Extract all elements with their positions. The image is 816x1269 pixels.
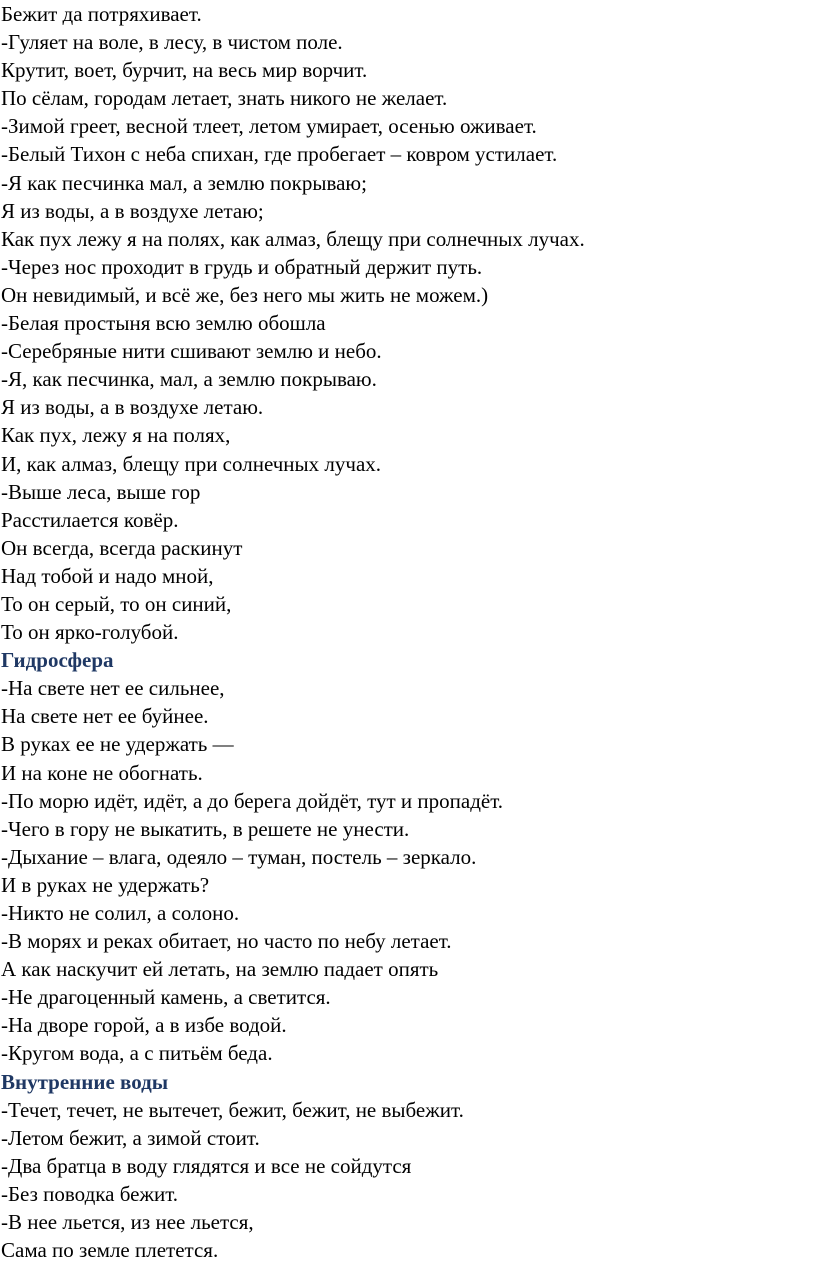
text-line: -Не драгоценный камень, а светится. (1, 985, 331, 1010)
text-line: -Без поводка бежит. (1, 1181, 179, 1206)
text-line: -Кругом вода, а с питьём беда. (1, 1041, 273, 1066)
text-line: Крутит, воет, бурчит, на весь мир ворчит. (1, 58, 368, 83)
text-line: -В нее льется, из нее льется, (1, 1210, 254, 1235)
text-line: В руках ее не удержать — (1, 732, 234, 757)
text-line: Он невидимый, и всё же, без него мы жить не можем.) (1, 282, 489, 307)
text-line: -По морю идёт, идёт, а до берега дойдёт, тут и пропадёт. (1, 788, 504, 813)
text-line: Бежит да потряхивает. (1, 2, 202, 26)
text-line: -Я, как песчинка, мал, а землю покрываю. (1, 367, 377, 392)
text-line: Сама по земле плетется. (1, 1238, 219, 1263)
text-line: Над тобой и надо мной, (1, 563, 214, 588)
text-line: -Белый Тихон с неба спихан, где пробегает – ковром устилает. (1, 142, 558, 167)
text-line: А как наскучит ей летать, на землю падает опять (1, 957, 439, 982)
text-line: -Через нос проходит в грудь и обратный держит путь. (1, 254, 483, 279)
text-line: То он серый, то он синий, (1, 591, 232, 616)
text-line: Он всегда, всегда раскинут (1, 535, 243, 560)
text-line: -Чего в гору не выкатить, в решете не унести. (1, 816, 410, 841)
text-line: И в руках не удержать? (1, 872, 210, 897)
section-heading: Гидросфера (1, 648, 114, 673)
text-line: -Белая простыня всю землю обошла (1, 311, 326, 336)
text-line: -Зимой греет, весной тлеет, летом умирает, осенью оживает. (1, 114, 537, 139)
text-line: -Течет, течет, не вытечет, бежит, бежит, не выбежит. (1, 1097, 464, 1122)
text-line: И на коне не обогнать. (1, 760, 203, 785)
text-line: Как пух, лежу я на полях, (1, 423, 231, 448)
text-line: -В морях и реках обитает, но часто по небу летает. (1, 929, 452, 954)
text-line: -Я как песчинка мал, а землю покрываю; (1, 170, 367, 195)
text-line: -На дворе горой, а в избе водой. (1, 1013, 287, 1038)
text-line: На свете нет ее буйнее. (1, 704, 209, 729)
text-line: То он ярко-голубой. (1, 620, 179, 645)
text-line: -Дыхание – влага, одеяло – туман, постель – зеркало. (1, 844, 477, 869)
text-line: По сёлам, городам летает, знать никого не желает. (1, 86, 448, 111)
section-heading: Внутренние воды (1, 1069, 169, 1094)
text-line: -Никто не солил, а солоно. (1, 901, 240, 925)
text-line: Я из воды, а в воздухе летаю; (1, 198, 264, 223)
text-line: -Серебряные нити сшивают землю и небо. (1, 339, 382, 364)
document-page (1, 0, 813, 1264)
text-line: -Гуляет на воле, в лесу, в чистом поле. (1, 30, 343, 55)
text-line: Я из воды, а в воздухе летаю. (1, 395, 264, 420)
text-line: Расстилается ковёр. (1, 507, 179, 532)
text-line: -На свете нет ее сильнее, (1, 676, 225, 701)
text-line: -Два братца в воду глядятся и все не сойдутся (1, 1153, 412, 1178)
text-line: -Выше леса, выше гор (1, 479, 201, 504)
text-line: Как пух лежу я на полях, как алмаз, блещу при солнечных лучах. (1, 226, 585, 251)
text-line: -Летом бежит, а зимой стоит. (1, 1125, 260, 1150)
text-line: И, как алмаз, блещу при солнечных лучах. (1, 451, 382, 476)
